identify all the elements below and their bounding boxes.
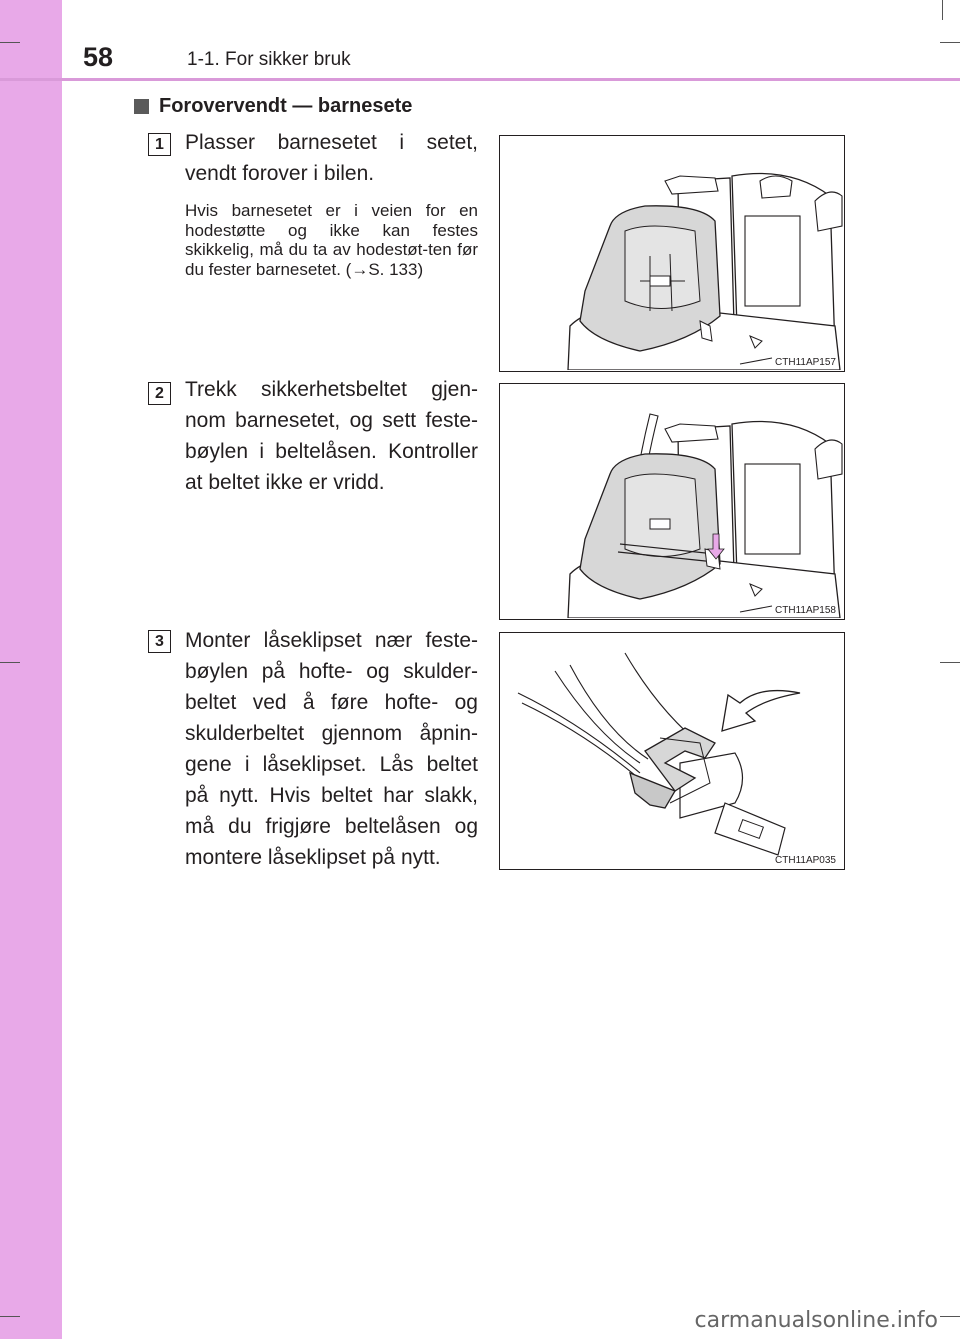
crop-mark bbox=[940, 42, 960, 43]
step-1-note: Hvis barnesetet er i veien for en hodestøtte og ikke kan festes skikkelig, må du ta av hodestøt-ten før du fester barnesetet. (→S. 133) bbox=[185, 201, 478, 279]
page-number: 58 bbox=[83, 42, 114, 72]
step-number-3: 3 bbox=[148, 630, 171, 653]
header-rule bbox=[0, 78, 960, 81]
crop-mark bbox=[0, 42, 20, 43]
running-head: 1-1. For sikker bruk bbox=[187, 49, 351, 70]
section-heading bbox=[134, 95, 412, 118]
figure-3-code: CTH11AP035 bbox=[775, 855, 836, 866]
chapter-sidebar-tab bbox=[0, 0, 62, 1339]
figure-locking-clip bbox=[499, 632, 845, 870]
child-seat-illustration bbox=[500, 136, 843, 370]
step-2-text: Trekk sikkerhetsbeltet gjen-nom barnesetet, og sett feste-bøylen i beltelåsen. Kontroller at beltet ikke er vridd. bbox=[185, 378, 478, 494]
figure-2-code: CTH11AP158 bbox=[775, 605, 836, 616]
section-title: Forovervendt — barnesete bbox=[159, 95, 413, 117]
bullet-square-icon bbox=[134, 99, 149, 114]
crop-mark bbox=[0, 1316, 20, 1317]
step-3-text: Monter låseklipset nær feste-bøylen på hofte- og skulder-beltet ved å føre hofte- og skulderbeltet gjennom åpnin-gene i låseklipset. Lås beltet på nytt. Hvis beltet har slakk, må du frigjøre beltelåsen og montere låseklipset på nytt. bbox=[185, 629, 478, 869]
figure-belt-routing bbox=[499, 383, 845, 620]
belt-routing-illustration bbox=[500, 384, 843, 618]
step-1-text: Plasser barnesetet i setet, vendt forover i bilen. bbox=[185, 131, 478, 185]
step-number-1: 1 bbox=[148, 133, 171, 156]
watermark-text: carmanualsonline.info bbox=[694, 1308, 938, 1333]
figure-1-code: CTH11AP157 bbox=[775, 357, 836, 368]
locking-clip-illustration bbox=[500, 633, 843, 868]
step-number-2: 2 bbox=[148, 382, 171, 405]
crop-mark bbox=[0, 662, 20, 663]
crop-mark bbox=[940, 662, 960, 663]
crop-mark bbox=[942, 0, 943, 20]
crop-mark bbox=[940, 1316, 960, 1317]
figure-child-seat-placement bbox=[499, 135, 845, 372]
